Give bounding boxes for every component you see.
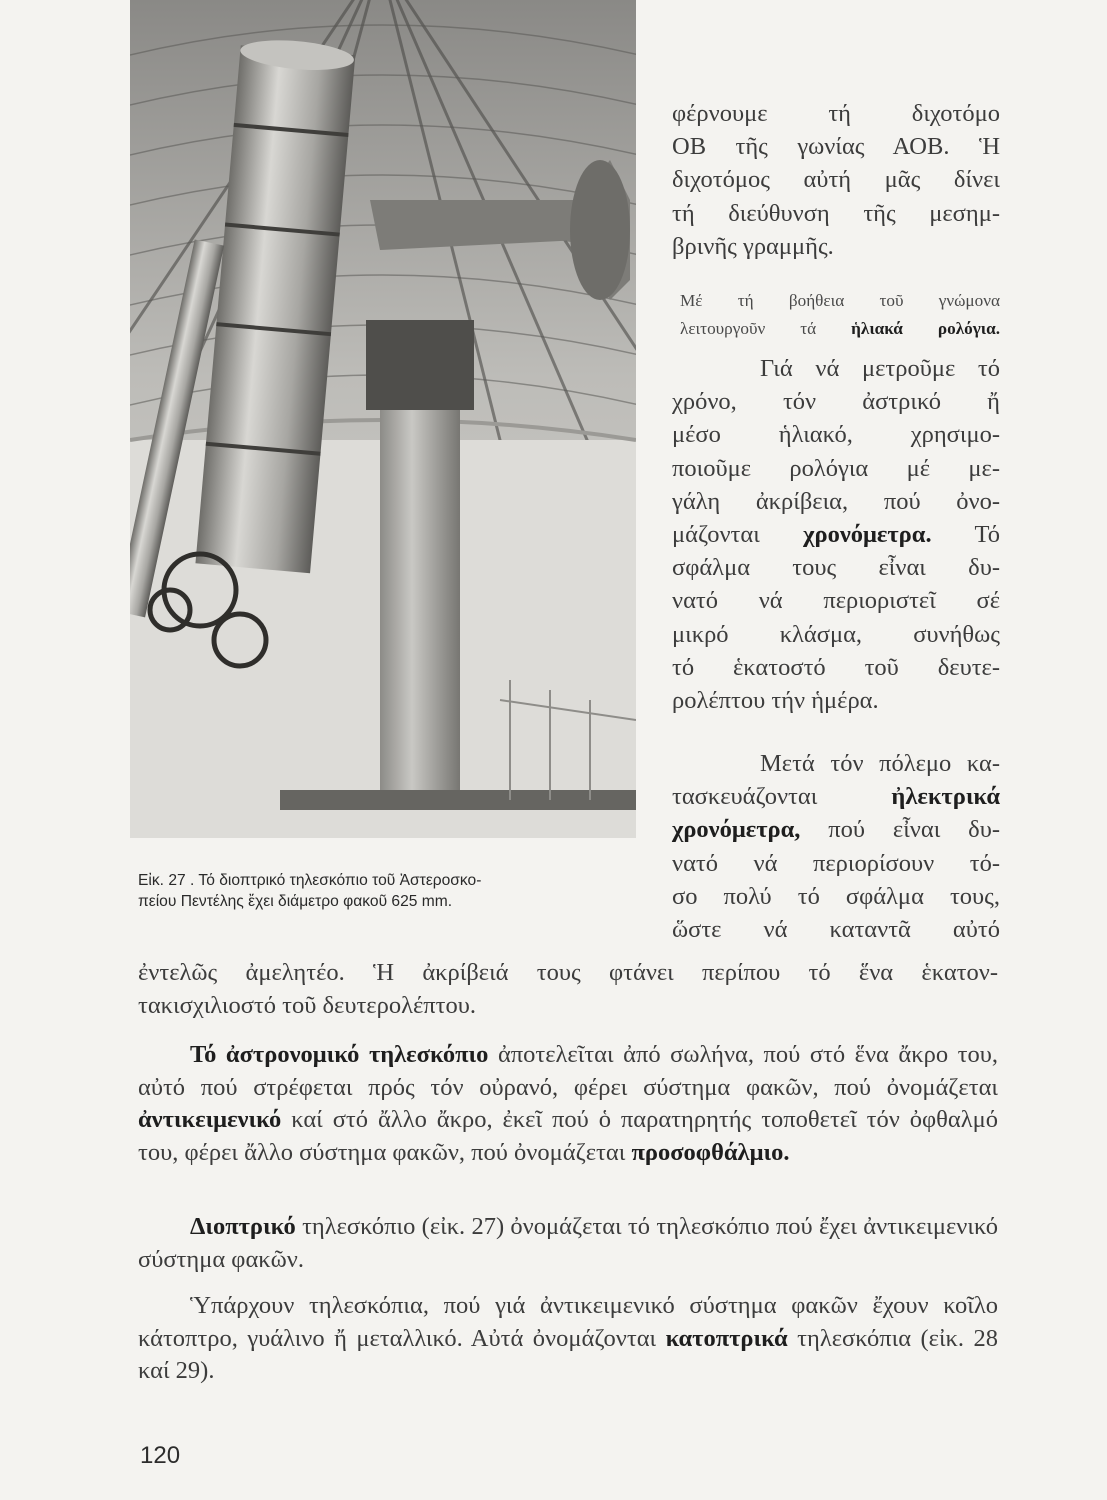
text-run: μάζονται: [672, 521, 804, 549]
text-line: [680, 315, 1000, 343]
telescope-photo: [130, 0, 636, 838]
term-electric: ἠλεκτρικά: [891, 783, 1000, 811]
text-line: [672, 518, 1000, 551]
text-line: σο πολύ τό σφάλμα τους,: [672, 882, 1000, 910]
caption-line: πείου Πεντέλης ἔχει διάμετρο φακοῦ 625 mm.: [138, 893, 453, 910]
column-paragraph-2: [672, 352, 1000, 717]
text-line: τό ἑκατοστό τοῦ δευτε-: [672, 653, 1000, 681]
term-chronometers-2: χρονόμετρα,: [672, 816, 801, 844]
text-line: σφάλμα τους εἶναι δυ-: [672, 554, 1000, 582]
text-line: ἐντελῶς ἀμελητέο. Ἡ ἀκρίβειά τους φτάνει περίπου τό ἕνα ἑκατον-: [138, 959, 998, 986]
paragraph-text: [138, 1211, 998, 1276]
text-line: Γιά νά μετροῦμε τό: [760, 355, 1000, 382]
text-line: Μετά τόν πόλεμο κα-: [760, 750, 1000, 777]
term-dioptric: Διοπτρικό: [190, 1213, 296, 1240]
text-line: ρολέπτου τήν ἡμέρα.: [672, 687, 879, 715]
column-paragraph-3: [672, 747, 1000, 946]
paragraph-astronomical-telescope: [138, 1039, 998, 1169]
paragraph-text: [138, 1290, 998, 1388]
text-line: [672, 813, 1000, 846]
column-paragraph-1: [672, 97, 1000, 263]
full-paragraph-continuation: [138, 957, 998, 1022]
text-run: πού εἶναι δυ-: [800, 816, 1000, 844]
paragraph-dioptric: [138, 1211, 998, 1276]
text-line: βρινῆς γραμμῆς.: [672, 232, 834, 260]
term-catoptric: κατοπτρικά: [665, 1324, 788, 1352]
text-line: μικρό κλάσμα, συνήθως: [672, 620, 1000, 648]
paragraph-text: [138, 1039, 998, 1169]
text-line: ὥστε νά καταντᾶ αὐτό: [672, 916, 1000, 944]
term-sundials: ἡλιακά ρολόγια.: [851, 319, 1000, 338]
text-run: Τό: [931, 521, 1000, 549]
text-run: καί στό ἄλλο ἄκρο, ἐκεῖ πού ὁ παρατηρητής τοποθετεῖ τόν ὀφθαλμό του, φέρει ἄλλο σύστημα φακῶν, πού ὀνομάζεται: [138, 1106, 998, 1166]
text-line: ποιοῦμε ρολόγια μέ με-: [672, 454, 1000, 482]
text-line: [672, 780, 1000, 813]
text-line: Μέ τή βοήθεια τοῦ γνώμονα: [680, 291, 1000, 310]
text-run: τασκευάζονται: [672, 783, 892, 811]
paragraph-catoptric: [138, 1290, 998, 1388]
text-line: τή διεύθυνση τῆς μεσημ-: [672, 199, 1000, 227]
text-line: διχοτόμος αὐτή μᾶς δίνει: [672, 166, 1000, 194]
text-line: γάλη ἀκρίβεια, πού ὀνο-: [672, 487, 1000, 515]
term-chronometers: χρονόμετρα.: [803, 521, 932, 549]
term-astronomical-telescope: Τό ἀστρονομικό τηλεσκόπιο: [190, 1041, 489, 1068]
text-line: φέρνουμε τή διχοτόμο: [672, 100, 1000, 127]
term-eyepiece: προσοφθάλμιο.: [631, 1138, 790, 1166]
page-number: 120: [140, 1442, 181, 1469]
figure-caption: [138, 870, 643, 912]
text-run: Ὑπάρχουν τηλεσκόπια, πού γιά ἀντικειμενικό σύστημα φακῶν ἔχουν κοῖλο κάτοπτρο, γυάλινο ἤ μεταλλικό. Αὐτά ὀνομάζονται: [138, 1292, 998, 1352]
term-objective: ἀντικειμενικό: [138, 1106, 282, 1134]
text-run: ἀποτελεῖται ἀπό σωλήνα, πού στό ἕνα ἄκρο του, αὐτό πού στρέφεται πρός τόν οὐρανό, φέρει σύστημα φακῶν, πού ὀνομάζεται: [138, 1041, 998, 1101]
text-run: λειτουργοῦν τά: [680, 319, 852, 338]
text-line: νατό νά περιοριστεῖ σέ: [672, 587, 1000, 615]
text-line: ΟΒ τῆς γωνίας ΑΟΒ. Ἡ: [672, 133, 1000, 161]
text-line: χρόνο, τόν ἀστρικό ἤ: [672, 388, 1000, 416]
caption-line: Εἰκ. 27 . Τό διοπτρικό τηλεσκόπιο τοῦ Ἀστεροσκο-: [138, 872, 482, 889]
text-run: τηλεσκόπια (εἰκ. 28 καί 29).: [138, 1324, 998, 1385]
small-print-note: [680, 287, 1000, 343]
text-line: μέσο ἡλιακό, χρησιμο-: [672, 421, 1000, 449]
text-line: νατό νά περιορίσουν τό-: [672, 849, 1000, 877]
text-run: τηλεσκόπιο (εἰκ. 27) ὀνομάζεται τό τηλεσκόπιο πού ἔχει ἀντικειμενικό σύστημα φακῶν.: [138, 1213, 998, 1273]
text-line: τακισχιλιοστό τοῦ δευτερολέπτου.: [138, 991, 476, 1019]
